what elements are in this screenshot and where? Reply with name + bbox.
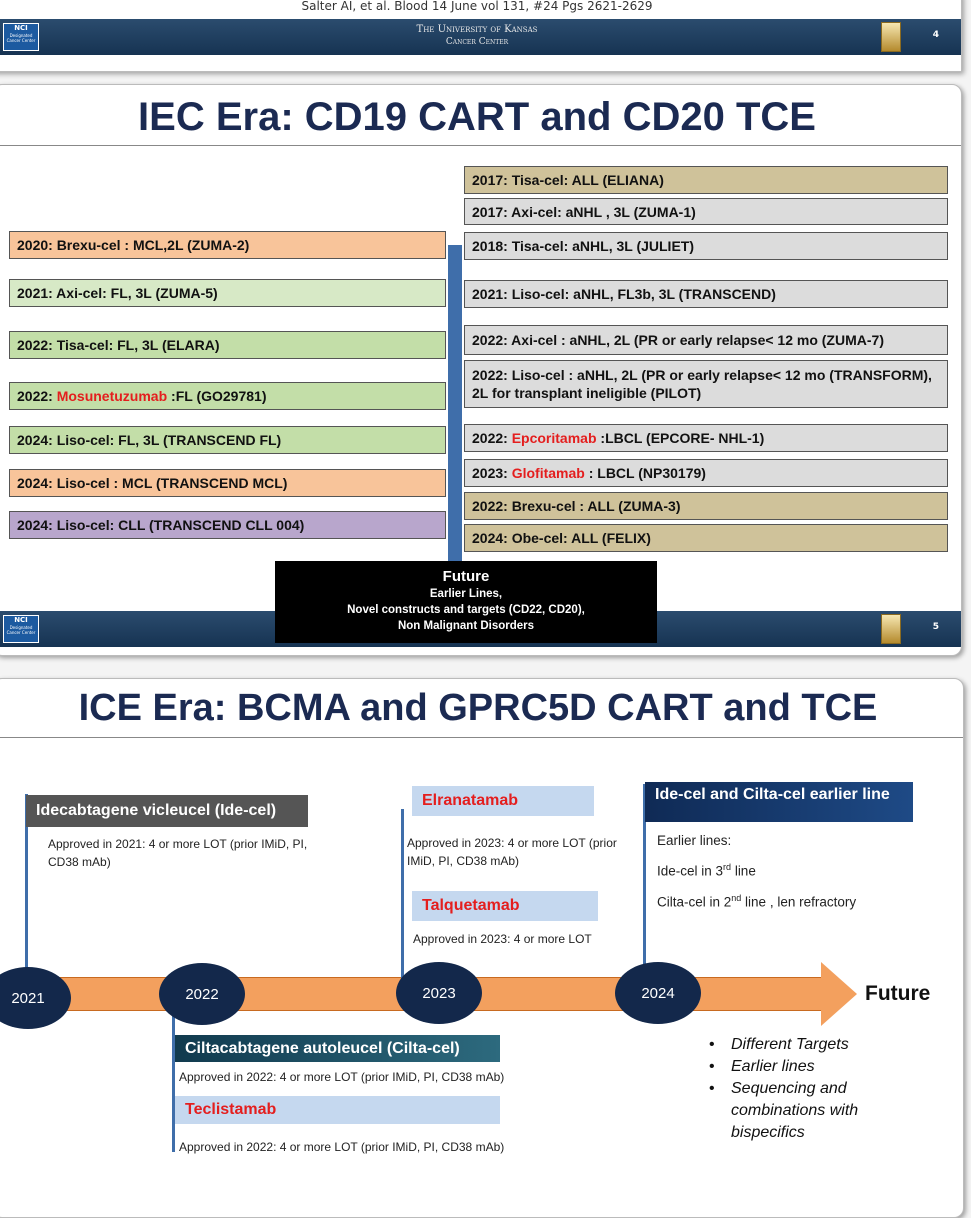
approval-text-main: 2018: Tisa-cel: aNHL, 3L (JULIET) (472, 238, 694, 254)
teclistamab-header: Teclistamab (175, 1096, 500, 1124)
right-approval-box (464, 424, 948, 452)
approval-text-main: 2022: Brexu-cel : ALL (ZUMA-3) (472, 498, 681, 514)
right-approval-box (464, 325, 948, 355)
approval-text-main: 2021: Liso-cel: aNHL, FL3b, 3L (TRANSCEND) (472, 286, 776, 302)
approval-text-main: 2024: Liso-cel: FL, 3L (TRANSCEND FL) (17, 432, 282, 448)
award-badge-icon (881, 22, 901, 52)
left-approval-box (9, 331, 446, 359)
approval-text-suffix: :LBCL (EPCORE- NHL-1) (596, 430, 765, 446)
approval-text (472, 429, 764, 447)
approval-text-suffix: :FL (GO29781) (167, 388, 267, 404)
approval-text-main: 2017: Tisa-cel: ALL (ELIANA) (472, 172, 664, 188)
elranatamab-note: Approved in 2023: 4 or more LOT (prior IMiD, PI, CD38 mAb) (407, 836, 617, 868)
approval-text (17, 431, 281, 449)
earlier-lines-label: Earlier lines: (657, 833, 732, 848)
future-bullet: • Earlier lines (709, 1058, 815, 1075)
nci-logo: NCI Designated Cancer Center (3, 23, 39, 51)
ciltacel-header: Ciltacabtagene autoleucel (Cilta-cel) (175, 1035, 500, 1062)
right-approval-box (464, 232, 948, 260)
left-approval-box (9, 231, 446, 259)
nci-logo: NCI Designated Cancer Center (3, 615, 39, 643)
page-number: 4 (932, 30, 939, 40)
teclistamab-note: Approved in 2022: 4 or more LOT (prior IMiD, PI, CD38 mAb) (179, 1140, 505, 1154)
left-approval-box (9, 279, 446, 307)
connector-2023 (401, 809, 404, 979)
future-box (275, 561, 657, 643)
bispecific-drug-name: Mosunetuzumab (56, 388, 168, 404)
earlier-line-header: Ide-cel and Cilta-cel earlier line (645, 782, 913, 822)
year-circle-2024: 2024 (615, 962, 701, 1024)
approval-text (472, 203, 696, 221)
approval-text (17, 516, 304, 534)
approval-text (472, 237, 694, 255)
left-approval-box (9, 469, 446, 497)
citation: Salter AI, et al. Blood 14 June vol 131, #24 Pgs 2621-2629 (301, 0, 653, 13)
approval-text (472, 331, 884, 349)
approval-text-main: 2024: Obe-cel: ALL (FELIX) (472, 530, 651, 546)
right-approval-box (464, 360, 948, 408)
approval-text-main: 2022: Liso-cel : aNHL, 2L (PR or early relapse< 12 mo (TRANSFORM), 2L for transplant ineligible (PILOT) (472, 367, 932, 401)
approval-text-main: 2022: Axi-cel : aNHL, 2L (PR or early relapse< 12 mo (ZUMA-7) (472, 332, 884, 348)
approval-text (17, 284, 218, 302)
ciltacel-line-pre: Cilta-cel in 2 (657, 894, 732, 909)
right-approval-box (464, 459, 948, 487)
approval-text (17, 336, 220, 354)
approval-text-suffix: : LBCL (NP30179) (584, 465, 706, 481)
approval-text-main: 2017: Axi-cel: aNHL , 3L (ZUMA-1) (472, 203, 696, 220)
future-title: Future (442, 568, 490, 585)
year-circle-2021: 2021 (0, 967, 71, 1029)
slide-4 (0, 0, 962, 72)
future-bullet-text: Sequencing and combinations with bispecifics (731, 1080, 859, 1141)
right-approval-box (464, 524, 948, 552)
approval-text-main: 2024: Liso-cel: CLL (TRANSCEND CLL 004) (17, 517, 305, 533)
year-circle-2022: 2022 (159, 963, 245, 1025)
year-circle-2023: 2023 (396, 962, 482, 1024)
approval-text-main: 2022: (472, 430, 512, 446)
approval-text (17, 387, 266, 405)
idecel-line-sup: rd (723, 862, 732, 872)
idecel-note: Approved in 2021: 4 or more LOT (prior IMiD, PI, CD38 mAb) (48, 837, 308, 869)
right-approval-box (464, 166, 948, 194)
approval-text (17, 236, 249, 254)
approval-text (472, 529, 651, 547)
future-bullet-text: Earlier lines (731, 1058, 815, 1075)
approval-text (472, 171, 664, 189)
ciltacel-line-post: line , len refractory (741, 894, 857, 909)
earlier-line-list (657, 827, 856, 915)
approval-text (17, 474, 287, 492)
ku-logo-line2: Cancer Center (445, 37, 509, 47)
approval-text (472, 285, 776, 303)
future-bullet-text: Different Targets (731, 1036, 849, 1053)
slide-title: IEC Era: CD19 CART and CD20 TCE (138, 95, 816, 139)
approval-text-main: 2021: Axi-cel: FL, 3L (ZUMA-5) (17, 285, 218, 301)
idecel-line-item (657, 854, 856, 885)
right-approval-box (464, 198, 948, 225)
approval-text-main: 2024: Liso-cel : MCL (TRANSCEND MCL) (17, 475, 288, 491)
talquetamab-note: Approved in 2023: 4 or more LOT (413, 932, 592, 946)
future-bullets (705, 1034, 935, 1144)
ku-logo (0, 24, 961, 48)
left-approval-box (9, 511, 446, 539)
left-approval-box (9, 382, 446, 410)
future-line-2: Novel constructs and targets (CD22, CD20), (347, 604, 585, 616)
right-approval-box (464, 280, 948, 308)
bispecific-drug-name: Epcoritamab (511, 430, 597, 446)
future-line-3: Non Malignant Disorders (397, 620, 535, 632)
future-label: Future (865, 982, 931, 1005)
ku-logo-line1: The University of Kansas (416, 24, 538, 35)
slide-5 (0, 84, 962, 656)
award-badge-icon (881, 614, 901, 644)
idecel-line-post: line (731, 863, 756, 879)
idecel-line-pre: Ide-cel in 3 (657, 863, 724, 879)
title-divider (0, 145, 961, 146)
approval-text (472, 497, 680, 515)
future-bullet: • Different Targets (709, 1036, 849, 1053)
left-approval-box (9, 426, 446, 454)
title-divider (0, 737, 963, 738)
slide-footer (0, 19, 961, 55)
approval-text-main: 2020: Brexu-cel : MCL,2L (ZUMA-2) (17, 237, 250, 253)
ciltacel-line-item (657, 885, 856, 916)
idecel-header: Idecabtagene vicleucel (Ide-cel) (26, 795, 308, 827)
slide-title: ICE Era: BCMA and GPRC5D CART and TCE (78, 687, 878, 729)
talquetamab-header: Talquetamab (412, 891, 598, 921)
ciltacel-line-sup: nd (731, 892, 742, 903)
elranatamab-header: Elranatamab (412, 786, 594, 816)
approval-text (472, 464, 706, 482)
approval-text-main: 2023: (472, 465, 512, 481)
ciltacel-note: Approved in 2022: 4 or more LOT (prior IMiD, PI, CD38 mAb) (179, 1070, 505, 1084)
bispecific-drug-name: Glofitamab (511, 465, 585, 481)
approval-text-main: 2022: (17, 388, 57, 404)
future-line-1: Earlier Lines, (429, 588, 503, 600)
future-bullet: • Sequencing and combinations with bispecifics (709, 1080, 859, 1141)
right-approval-box (464, 492, 948, 520)
page-number: 5 (932, 622, 939, 632)
approval-text-main: 2022: Tisa-cel: FL, 3L (ELARA) (17, 337, 220, 353)
approval-text (472, 366, 940, 402)
timeline-arrow-head (821, 962, 857, 1026)
slide-6 (0, 678, 964, 1218)
